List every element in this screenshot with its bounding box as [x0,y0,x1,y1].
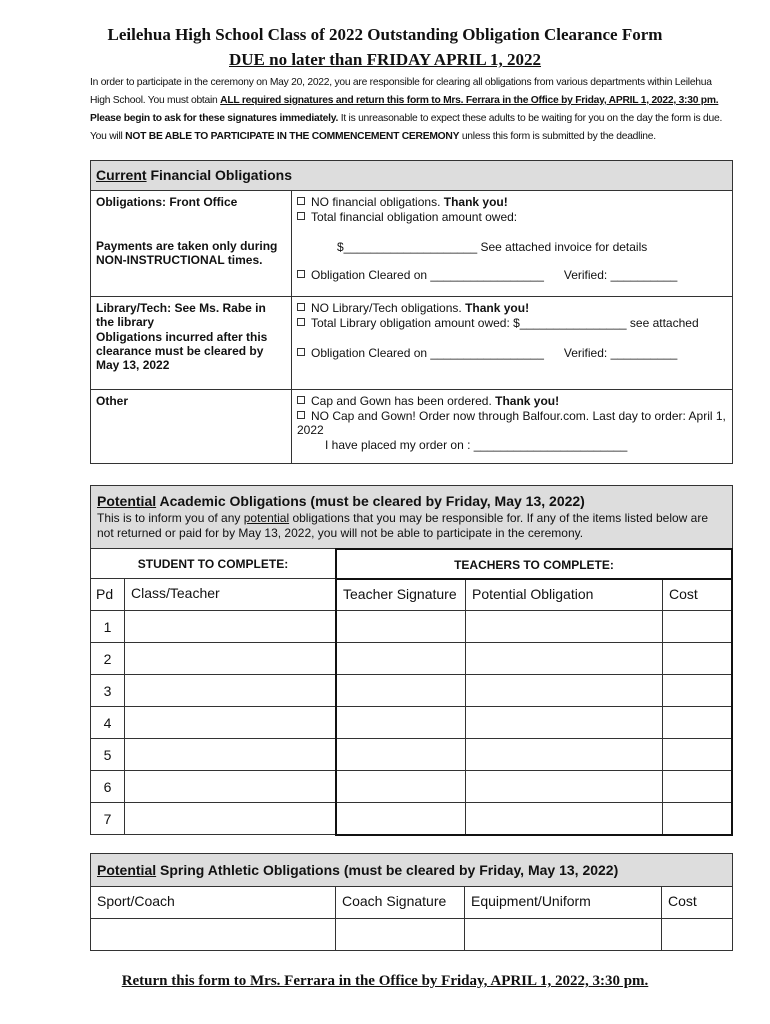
teacher-signature-field[interactable] [336,643,466,675]
coach-signature-field[interactable] [336,919,465,951]
library-label-cell [91,297,292,390]
checkbox-library-cleared[interactable] [297,348,305,356]
teacher-signature-field[interactable] [336,771,466,803]
class-teacher-field[interactable] [125,611,337,643]
col-header-potential-obligation: Potential Obligation [466,579,663,611]
period-row [91,707,733,739]
intro-text-1: In order to participate in the ceremony on May 20, 2022, you are responsible for clearing all obligations from various departments within Leilehua High School. You must obtain [90,77,712,106]
intro-paragraph [90,74,730,146]
financial-verified-line[interactable]: Verified: __________ [563,268,678,282]
class-teacher-field[interactable] [125,739,337,771]
potential-obligation-field[interactable] [466,707,663,739]
cost-field[interactable] [663,675,733,707]
teacher-signature-field[interactable] [336,707,466,739]
col-header-class-teacher: Class/Teacher [125,579,337,611]
financial-header-rest: Financial Obligations [146,167,293,183]
no-cap-gown-option: NO Cap and Gown! Order now through Balfour.com. Last day to order: April 1, 2022 [297,409,726,437]
library-verified-line[interactable]: Verified: __________ [563,346,678,360]
potential-obligation-field[interactable] [466,675,663,707]
class-teacher-field[interactable] [125,771,337,803]
col-header-sport-coach: Sport/Coach [91,887,336,919]
cost-field[interactable] [663,643,733,675]
pd-cell: 1 [91,611,125,643]
form-title: Leilehua High School Class of 2022 Outstanding Obligation Clearance Form [107,25,663,44]
potential-obligation-field[interactable] [466,611,663,643]
period-row [91,675,733,707]
financial-obligations-table [90,160,733,464]
no-library-option: NO Library/Tech obligations. [311,301,466,315]
class-teacher-field[interactable] [125,643,337,675]
sport-coach-field[interactable] [91,919,336,951]
other-label-cell [91,390,292,464]
class-teacher-field[interactable] [125,707,337,739]
front-office-note: Payments are taken only during NON-INSTRUCTIONAL times. [96,239,278,267]
footer-instruction: Return this form to Mrs. Ferrara in the Office by Friday, APRIL 1, 2022, 3:30 pm. [121,973,649,989]
pd-cell: 6 [91,771,125,803]
cost-field[interactable] [663,803,733,835]
checkbox-total-library[interactable] [297,318,305,326]
front-office-label-cell [91,191,292,297]
teacher-signature-field[interactable] [336,611,466,643]
class-teacher-field[interactable] [125,803,337,835]
teacher-signature-field[interactable] [336,739,466,771]
financial-header-current: Current [96,167,147,183]
intro-begin-asking: Please begin to ask for these signatures immediately. [90,113,339,124]
student-complete-header: STUDENT TO COMPLETE: [91,549,337,579]
library-cleared-line[interactable]: Obligation Cleared on _________________ [311,346,544,360]
intro-text-3: unless this form is submitted by the deadline. [459,131,656,142]
teacher-signature-field[interactable] [336,675,466,707]
athletic-header-potential: Potential [97,862,157,878]
front-office-options-cell [292,191,733,297]
due-date-heading: DUE no later than FRIDAY APRIL 1, 2022 [228,50,542,69]
academic-obligations-table [90,485,733,836]
teachers-complete-header: TEACHERS TO COMPLETE: [336,549,732,579]
period-row [91,803,733,835]
col-header-teacher-signature: Teacher Signature [336,579,466,611]
academic-desc-1: This is to inform you of any [97,511,244,525]
cost-field[interactable] [663,707,733,739]
period-row [91,643,733,675]
library-options-cell [292,297,733,390]
library-note: Obligations incurred after this clearance must be cleared by May 13, 2022 [96,330,268,372]
total-library-option[interactable]: Total Library obligation amount owed: $________________ see attached [311,316,699,330]
pd-cell: 3 [91,675,125,707]
col-header-cost: Cost [663,579,733,611]
cap-gown-thank-you: Thank you! [495,394,560,408]
total-financial-option: Total financial obligation amount owed: [311,210,518,224]
academic-header-potential: Potential [97,493,157,509]
potential-obligation-field[interactable] [466,643,663,675]
col-header-athletic-cost: Cost [662,887,733,919]
cost-field[interactable] [663,771,733,803]
col-header-pd: Pd [91,579,125,611]
academic-header-rest: Academic Obligations (must be cleared by Friday, May 13, 2022) [156,493,585,509]
cost-field[interactable] [663,611,733,643]
class-teacher-field[interactable] [125,675,337,707]
potential-obligation-field[interactable] [466,803,663,835]
other-options-cell [292,390,733,464]
cap-gown-ordered-option: Cap and Gown has been ordered. [311,394,496,408]
pd-cell: 4 [91,707,125,739]
athletic-header-rest: Spring Athletic Obligations (must be cleared by Friday, May 13, 2022) [156,862,619,878]
financial-header [91,161,733,191]
checkbox-cap-gown-ordered[interactable] [297,396,305,404]
athletic-header [91,854,733,887]
cost-field[interactable] [663,739,733,771]
checkbox-financial-cleared[interactable] [297,270,305,278]
period-row [91,771,733,803]
athletic-cost-field[interactable] [662,919,733,951]
checkbox-no-financial[interactable] [297,197,305,205]
intro-text-2: It is unreasonable to expect these adults to be waiting for you on the day the form is due. You will [90,113,723,142]
checkbox-no-cap-gown[interactable] [297,411,305,419]
academic-desc-potential: potential [243,511,290,525]
pd-cell: 7 [91,803,125,835]
checkbox-total-financial[interactable] [297,212,305,220]
financial-amount-line[interactable]: $____________________ See attached invoice for details [337,240,648,254]
pd-cell: 2 [91,643,125,675]
library-thank-you: Thank you! [465,301,530,315]
teacher-signature-field[interactable] [336,803,466,835]
intro-not-participate: NOT BE ABLE TO PARTICIPATE IN THE COMMENCEMENT CEREMONY [125,131,460,142]
period-row [91,611,733,643]
other-label: Other [96,394,129,408]
potential-obligation-field[interactable] [466,739,663,771]
library-label: Library/Tech: See Ms. Rabe in the library [96,301,266,329]
order-placed-line[interactable]: I have placed my order on : _______________________ [325,438,628,452]
financial-cleared-line[interactable]: Obligation Cleared on _________________ [311,268,544,282]
pd-cell: 5 [91,739,125,771]
front-office-label: Obligations: Front Office [96,195,238,209]
academic-desc-2: obligations that you may be responsible for. If any of the items listed below are not returned or paid for by May 13, 2022, you will not be able to participate in the ceremony. [97,511,709,540]
no-financial-option: NO financial obligations. [311,195,444,209]
checkbox-no-library[interactable] [297,303,305,311]
period-rows [91,611,733,835]
potential-obligation-field[interactable] [466,771,663,803]
thank-you-text: Thank you! [443,195,508,209]
period-row [91,739,733,771]
academic-header [91,486,733,549]
athletic-obligations-table [90,853,733,951]
equipment-uniform-field[interactable] [465,919,662,951]
intro-return-instruction: ALL required signatures and return this form to Mrs. Ferrara in the Office by Friday, APRIL 1, 2022, 3:30 pm. [220,95,719,106]
academic-description [97,511,726,541]
col-header-equipment-uniform: Equipment/Uniform [465,887,662,919]
col-header-coach-signature: Coach Signature [336,887,465,919]
